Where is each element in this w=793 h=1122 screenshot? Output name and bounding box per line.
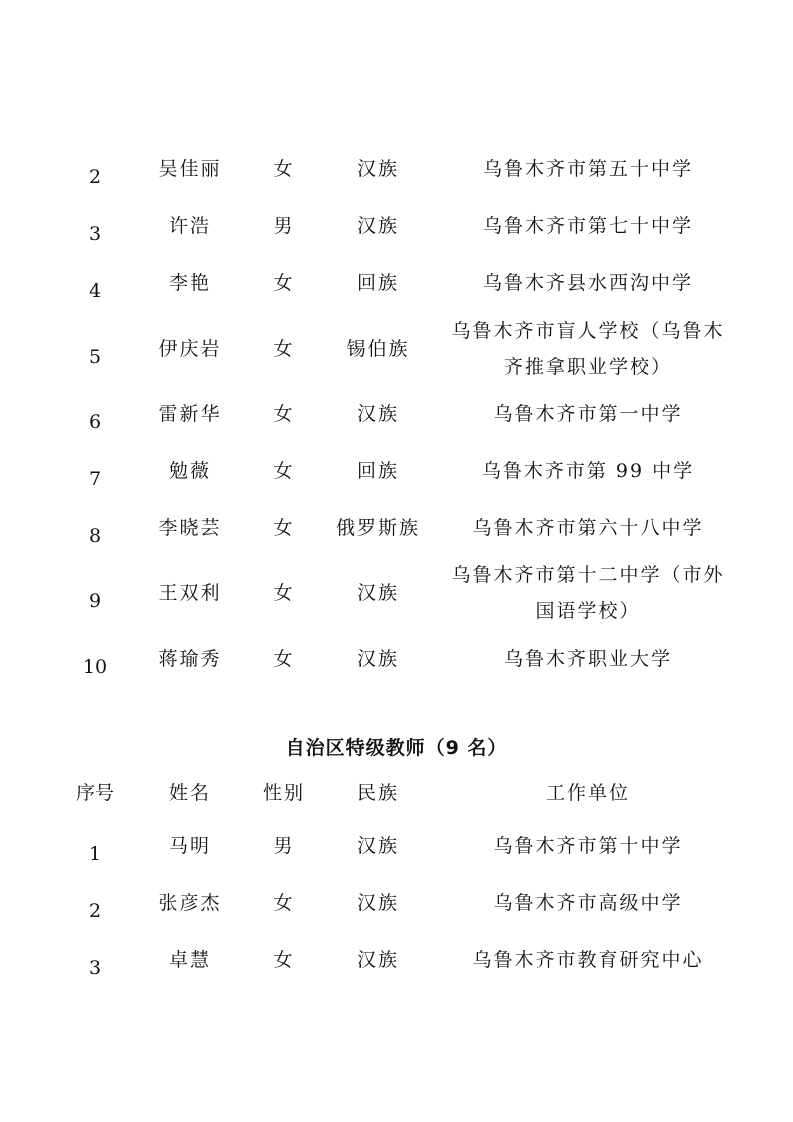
teacher-name: 卓慧 <box>168 949 211 971</box>
teacher-unit: 乌鲁木齐市第 99 中学 <box>481 460 695 482</box>
teacher-unit-line: 乌鲁木齐市第十二中学（市外 <box>451 564 725 586</box>
table-row <box>0 148 793 190</box>
teacher-name: 吴佳丽 <box>158 158 222 180</box>
row-number: 3 <box>88 223 102 245</box>
teacher-unit: 乌鲁木齐县水西沟中学 <box>482 272 693 294</box>
table-row <box>0 393 793 435</box>
teacher-ethnicity: 汉族 <box>356 582 399 604</box>
table-header <box>0 772 793 814</box>
teacher-sex: 女 <box>273 403 295 425</box>
teacher-ethnicity: 汉族 <box>356 949 399 971</box>
section-title: 自治区特级教师（9 名） <box>285 736 508 759</box>
teacher-ethnicity: 汉族 <box>356 215 399 237</box>
table-row <box>0 507 793 549</box>
teacher-name: 李艳 <box>168 272 211 294</box>
teacher-ethnicity: 锡伯族 <box>346 338 410 360</box>
teacher-sex: 女 <box>273 582 295 604</box>
teacher-name: 李晓芸 <box>158 517 222 539</box>
table-row <box>0 556 793 630</box>
teacher-ethnicity: 汉族 <box>356 158 399 180</box>
teacher-sex: 男 <box>273 215 295 237</box>
header-unit: 工作单位 <box>545 782 630 804</box>
teacher-name: 雷新华 <box>158 403 222 425</box>
teacher-unit: 乌鲁木齐职业大学 <box>503 648 672 670</box>
teacher-name: 王双利 <box>158 582 222 604</box>
teacher-unit: 乌鲁木齐市第六十八中学 <box>472 517 704 539</box>
teacher-sex: 女 <box>273 517 295 539</box>
row-number: 2 <box>88 166 102 188</box>
teacher-name: 伊庆岩 <box>158 338 222 360</box>
teacher-ethnicity: 回族 <box>356 460 399 482</box>
teacher-sex: 女 <box>273 648 295 670</box>
teacher-unit: 乌鲁木齐市第七十中学 <box>482 215 693 237</box>
teacher-name: 许浩 <box>168 215 211 237</box>
teacher-unit: 乌鲁木齐市教育研究中心 <box>472 949 704 971</box>
row-number: 2 <box>88 900 102 922</box>
table-row <box>0 205 793 247</box>
teacher-sex: 女 <box>273 892 295 914</box>
table-row <box>0 312 793 386</box>
teacher-name: 勉薇 <box>168 460 211 482</box>
teacher-ethnicity: 回族 <box>356 272 399 294</box>
table-row <box>0 882 793 924</box>
teacher-ethnicity: 汉族 <box>356 892 399 914</box>
teacher-unit-line: 国语学校） <box>535 600 641 622</box>
teacher-ethnicity: 汉族 <box>356 403 399 425</box>
row-number: 3 <box>88 957 102 979</box>
teacher-unit: 乌鲁木齐市第一中学 <box>493 403 683 425</box>
teacher-ethnicity: 汉族 <box>356 648 399 670</box>
row-number: 7 <box>88 468 102 490</box>
teacher-unit-line: 乌鲁木齐市盲人学校（乌鲁木 <box>451 320 725 342</box>
row-number: 1 <box>88 843 102 865</box>
teacher-sex: 女 <box>273 460 295 482</box>
table-row <box>0 262 793 304</box>
teacher-sex: 女 <box>273 158 295 180</box>
header-ethnicity: 民族 <box>356 782 399 804</box>
teacher-ethnicity: 俄罗斯族 <box>335 517 420 539</box>
teacher-name: 马明 <box>168 835 211 857</box>
table-row <box>0 825 793 867</box>
row-number: 6 <box>88 411 102 433</box>
teacher-sex: 女 <box>273 272 295 294</box>
row-number: 10 <box>82 656 108 678</box>
header-number: 序号 <box>75 782 114 804</box>
header-sex: 性别 <box>262 782 305 804</box>
table-row <box>0 450 793 492</box>
teacher-name: 张彦杰 <box>158 892 222 914</box>
teacher-ethnicity: 汉族 <box>356 835 399 857</box>
teacher-unit-line: 齐推拿职业学校） <box>503 356 672 378</box>
row-number: 5 <box>88 346 102 368</box>
teacher-unit: 乌鲁木齐市第五十中学 <box>482 158 693 180</box>
teacher-sex: 男 <box>273 835 295 857</box>
row-number: 9 <box>88 590 102 612</box>
row-number: 4 <box>88 280 102 302</box>
teacher-unit <box>438 556 738 630</box>
teacher-unit <box>438 312 738 386</box>
teacher-name: 蒋瑜秀 <box>158 648 222 670</box>
header-name: 姓名 <box>168 782 211 804</box>
teacher-sex: 女 <box>273 949 295 971</box>
teacher-unit: 乌鲁木齐市高级中学 <box>493 892 683 914</box>
table-row <box>0 939 793 981</box>
teacher-sex: 女 <box>273 338 295 360</box>
table-row <box>0 638 793 680</box>
row-number: 8 <box>88 525 102 547</box>
teacher-unit: 乌鲁木齐市第十中学 <box>493 835 683 857</box>
